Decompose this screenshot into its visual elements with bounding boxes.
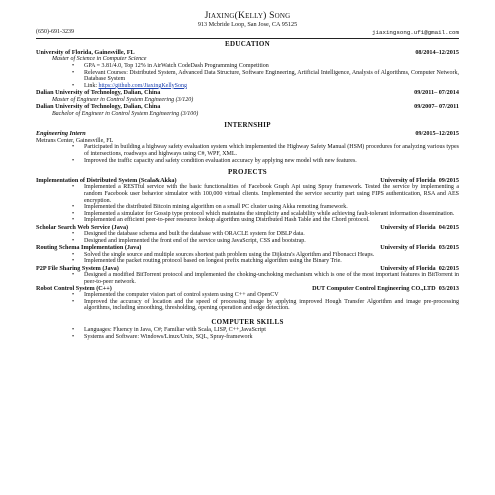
list-item: • Systems and Software: Windows/Linux/Unix, SQL, Spray-framework — [84, 334, 459, 341]
list-item: • GPA = 3.81/4.0, Top 12% in AirWatch CodeDash Programming Competition — [84, 63, 459, 70]
education-bullets — [36, 63, 459, 89]
project-org-date — [380, 265, 459, 272]
skills-bullets — [36, 327, 459, 340]
company: Metrans Center, Gainesville, FL — [36, 137, 114, 144]
project-name: Implementation of Distributed System (Scala&Akka) — [36, 177, 177, 185]
list-item: • Participated in building a highway safety evaluation system which implemented the Highway Safety Manual (HSM) procedures for analyzing various types of intersections, roadways and highways using C#, WPF, XML. — [84, 144, 459, 157]
project-org: University of Florida — [380, 264, 436, 272]
school-name: Dalian University of Technology, Dalian, China — [36, 103, 161, 111]
link-label: Link: — [84, 82, 97, 89]
address: 913 Mcbride Loop, San Jose, CA 95125 — [197, 21, 298, 28]
project-name: Routing Schema Implementation (Java) — [36, 244, 142, 252]
list-item: • Relevant Courses: Distributed System, Advanced Data Structure, Software Engineering, Artificial Intelligence, Analysis of Algorithms, Computer Network, Database System — [84, 70, 459, 83]
candidate-name: Jiaxing(Kelly) Song — [204, 10, 291, 21]
project-entry — [36, 244, 459, 251]
project-org-date — [380, 224, 459, 231]
project-entry — [36, 265, 459, 272]
degree: Bachelor of Engineer in Control System Engineering (3/100) — [52, 110, 199, 117]
list-item: • Implemented an efficient peer-to-peer resource lookup algorithm using Distributed Hash Table and the Chord protocol. — [84, 217, 459, 224]
education-entry — [36, 103, 459, 110]
github-link[interactable]: https://github.com/JiaxingKellySong — [98, 82, 187, 89]
project-org: University of Florida — [380, 244, 436, 252]
project-org: University of Florida — [380, 177, 436, 185]
project-org-date — [380, 244, 459, 251]
job-title: Engineering Intern — [36, 130, 86, 138]
projects-heading: PROJECTS — [228, 168, 267, 177]
list-item: • Designed a modified BitTorrent protocol and implemented the choking-unchoking mechanism which is one of the most important features in BitTorrent in peer-to-peer network. — [84, 272, 459, 285]
date-range: 08/2014–12/2015 — [415, 49, 459, 56]
education-heading: EDUCATION — [225, 40, 270, 48]
degree: Master of Engineer in Control System Engineering (3/120) — [52, 96, 194, 103]
skills-heading: COMPUTER SKILLS — [211, 318, 284, 327]
contact-row — [36, 29, 459, 36]
header-divider — [36, 38, 459, 39]
project-date: 09/2015 — [438, 177, 459, 185]
internship-heading: INTERNSHIP — [224, 121, 271, 130]
project-org: University of Florida — [380, 223, 436, 231]
internship-bullets — [36, 144, 459, 164]
date-range: 09/2007– 07/2011 — [414, 103, 459, 111]
date-range: 09/2015–12/2015 — [415, 130, 459, 138]
list-item: • Implemented the distributed Bitcoin mining algorithm on a small PC cluster using Akka remoting framework. — [84, 204, 459, 211]
project-name: Scholar Search Web Service (Java) — [36, 223, 129, 231]
project-date: 04/2015 — [438, 223, 459, 231]
project-bullets — [36, 272, 459, 285]
list-item: • Implemented a RESTful service with the basic functionalities of Facebook Graph Api using Spray framework. Tested the service by implementing a random Facebook user behavior simulator with 100,000 virtual clients. Implemented the service security part using FIPS authentication, RSA and AES encryption. — [84, 184, 459, 204]
project-bullets — [36, 231, 459, 244]
list-item: • Designed the database schema and built the database with ORACLE system for DBLP data. — [84, 231, 459, 238]
education-entry — [36, 89, 459, 96]
project-date: 03/2015 — [438, 244, 459, 252]
project-org: DUT Computer Control Engineering CO.,LTD — [312, 285, 436, 293]
school-name: Dalian University of Technology, Dalian, China — [36, 89, 161, 97]
list-item: • Designed and implemented the front end of the service using JavaScript, CSS and bootstrap. — [84, 238, 459, 245]
list-item: • Implemented the computer vision part of control system using C++ and OpenCV — [84, 292, 459, 299]
project-date: 02/2015 — [438, 264, 459, 272]
date-range: 09/2011– 07/2014 — [414, 89, 459, 97]
project-bullets — [36, 292, 459, 312]
degree: Master of Science in Computer Science — [52, 56, 147, 63]
project-org-date — [312, 285, 459, 292]
list-item: • Languages: Fluency in Java, C#; Familiar with Scala, LISP, C++,JavaScript — [84, 327, 459, 334]
project-bullets — [36, 252, 459, 265]
list-item: • Implemented the packet routing protocol based on longest prefix matching algorithm using the Binary Trie. — [84, 258, 459, 265]
list-item — [84, 83, 459, 90]
email-address: jiaxingsong.uf1@gmail.com — [372, 29, 459, 36]
internship-entry — [36, 130, 459, 137]
phone-number: (650)-691-3239 — [36, 29, 74, 35]
list-item: • Solved the single source and multiple sources shortest path problem using the Dijkstra's Algorithm and Fibonacci Heaps. — [84, 252, 459, 259]
project-bullets — [36, 184, 459, 224]
project-name: Robot Control System (C++) — [36, 285, 112, 293]
list-item: • Implemented a simulator for Gossip type protocol which maintains the simplicity and scalability while achieving fault-tolerant information dissemination. — [84, 211, 459, 218]
project-date: 03/2013 — [438, 285, 459, 293]
school-name: University of Florida, Gainesville, FL — [36, 49, 135, 56]
project-name: P2P File Sharing System (Java) — [36, 264, 119, 272]
list-item: • Improved the accuracy of location and the speed of processing image by applying improved Hough Transfer Algorithm and image pre-processing algorithms, including smoothing, thresholding, opening operation and edge detection. — [84, 299, 459, 312]
list-item: • Improved the traffic capacity and safety condition evaluation accuracy by applying new model with new features. — [84, 158, 459, 165]
